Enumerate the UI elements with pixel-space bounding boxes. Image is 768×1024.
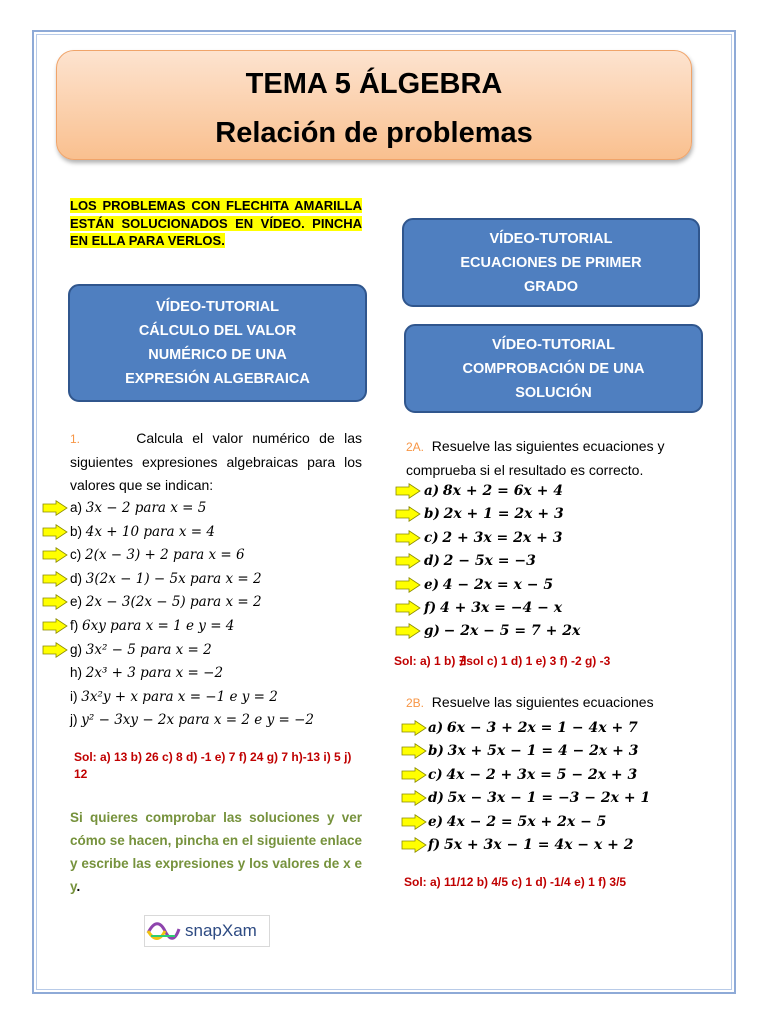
snapxam-wave-icon bbox=[145, 919, 181, 943]
yellow-arrow-icon[interactable] bbox=[401, 790, 427, 806]
exercise-item bbox=[424, 597, 562, 619]
item-expression: 2(x − 3) + 2 para x = 6 bbox=[85, 547, 245, 564]
yellow-arrow-icon[interactable] bbox=[42, 642, 68, 658]
item-expression: 4 + 3x = −4 − x bbox=[439, 600, 563, 616]
exercise-item bbox=[70, 521, 215, 543]
exercise-item bbox=[428, 764, 637, 786]
yellow-arrow-icon[interactable] bbox=[42, 571, 68, 587]
yellow-arrow-icon[interactable] bbox=[395, 530, 421, 546]
check-solutions-text bbox=[70, 806, 362, 898]
video-notice bbox=[70, 197, 362, 250]
yellow-arrow-icon[interactable] bbox=[42, 547, 68, 563]
item-expression: 6x − 3 + 2x = 1 − 4x + 7 bbox=[446, 720, 638, 736]
exercise-item bbox=[70, 662, 223, 684]
exercise-item bbox=[428, 740, 638, 762]
item-expression: 3(2x − 1) − 5x para x = 2 bbox=[85, 570, 262, 587]
yellow-arrow-icon[interactable] bbox=[42, 594, 68, 610]
item-label: g) bbox=[70, 641, 83, 657]
yellow-arrow-icon[interactable] bbox=[401, 720, 427, 736]
item-label: e) bbox=[70, 594, 83, 610]
item-label: f) bbox=[424, 600, 437, 616]
item-label: b) bbox=[428, 743, 444, 760]
item-label: b) bbox=[424, 506, 440, 523]
yellow-arrow-icon[interactable] bbox=[401, 767, 427, 783]
button-line: GRADO bbox=[524, 278, 578, 295]
button-line: VÍDEO-TUTORIAL bbox=[489, 230, 613, 247]
exercise-item bbox=[424, 527, 562, 549]
exercise-item bbox=[424, 574, 553, 596]
item-expression: 4x + 10 para x = 4 bbox=[85, 523, 215, 540]
button-line: VÍDEO-TUTORIAL bbox=[492, 336, 615, 353]
problem-2b-text: Resuelve las siguientes ecuaciones bbox=[431, 694, 654, 710]
problem-1-solution: Sol: a) 13 b) 26 c) 8 d) -1 e) 7 f) 24 g) 7 h)-13 i) 5 j) 12 bbox=[74, 750, 352, 781]
item-expression: 3x² − 5 para x = 2 bbox=[85, 641, 212, 658]
item-label: e) bbox=[424, 576, 439, 593]
exercise-item bbox=[70, 709, 314, 731]
item-expression: − 2x − 5 = 7 + 2x bbox=[443, 623, 581, 640]
item-expression: 4 − 2x = x − 5 bbox=[442, 576, 554, 593]
item-label: b) bbox=[70, 523, 83, 539]
button-line: CÁLCULO DEL VALOR bbox=[138, 323, 297, 339]
exercise-item bbox=[424, 480, 563, 502]
item-expression: 3x + 5x − 1 = 4 − 2x + 3 bbox=[447, 743, 639, 760]
page-subtitle: Relación de problemas bbox=[215, 117, 533, 149]
item-label: j) bbox=[70, 712, 78, 728]
item-label: c) bbox=[428, 766, 443, 783]
exercise-item bbox=[70, 591, 262, 613]
exercise-item bbox=[70, 544, 245, 566]
problem-2a-number: 2A. bbox=[406, 440, 425, 454]
snapxam-logo-text: snapXam bbox=[185, 921, 257, 940]
button-line: SOLUCIÓN bbox=[515, 384, 592, 401]
exercise-item bbox=[428, 717, 638, 739]
item-expression: 2 − 5x = −3 bbox=[443, 553, 536, 570]
yellow-arrow-icon[interactable] bbox=[401, 837, 427, 853]
exercise-item bbox=[70, 615, 234, 637]
item-label: f) bbox=[70, 618, 79, 633]
item-expression: 2 + 3x = 2x + 3 bbox=[442, 529, 563, 546]
item-label: e) bbox=[428, 813, 443, 830]
item-expression: 2x + 1 = 2x + 3 bbox=[443, 506, 564, 523]
problem-1-number: 1. bbox=[70, 432, 81, 446]
button-line: VÍDEO-TUTORIAL bbox=[156, 299, 279, 315]
problem-2b-statement bbox=[406, 691, 706, 715]
yellow-arrow-icon[interactable] bbox=[395, 623, 421, 639]
problem-2b-number: 2B. bbox=[406, 696, 425, 710]
snapxam-logo-link[interactable] bbox=[144, 915, 270, 947]
yellow-arrow-icon[interactable] bbox=[395, 483, 421, 499]
page-title: TEMA 5 ÁLGEBRA bbox=[245, 68, 503, 100]
problem-2a-statement bbox=[406, 435, 706, 482]
problem-2a-solution: Sol: a) 1 b) ∄sol c) 1 d) 1 e) 3 f) -2 g) -3 bbox=[394, 654, 611, 668]
sentence-period: . bbox=[76, 879, 81, 894]
item-expression: 8x + 2 = 6x + 4 bbox=[442, 483, 563, 499]
item-label: h) bbox=[70, 665, 83, 681]
item-expression: 6xy para x = 1 e y = 4 bbox=[82, 618, 235, 634]
item-label: a) bbox=[424, 483, 440, 499]
item-label: c) bbox=[424, 529, 439, 546]
yellow-arrow-icon[interactable] bbox=[42, 618, 68, 634]
exercise-item bbox=[70, 497, 206, 519]
problem-2b-solution: Sol: a) 11/12 b) 4/5 c) 1 d) -1/4 e) 1 f) 3/5 bbox=[404, 875, 627, 889]
item-label: a) bbox=[428, 720, 444, 736]
exercise-item bbox=[70, 568, 262, 590]
yellow-arrow-icon[interactable] bbox=[42, 524, 68, 540]
item-label: g) bbox=[424, 623, 440, 640]
item-label: d) bbox=[428, 790, 444, 807]
button-line: EXPRESIÓN ALGEBRAICA bbox=[125, 371, 310, 387]
video-tutorial-numeric-value-button[interactable] bbox=[68, 284, 367, 402]
item-expression: 3x − 2 para x = 5 bbox=[85, 500, 207, 516]
item-label: i) bbox=[70, 688, 78, 704]
exercise-item bbox=[70, 639, 212, 661]
exercise-item bbox=[70, 686, 278, 708]
item-label: c) bbox=[70, 547, 82, 563]
yellow-arrow-icon[interactable] bbox=[401, 743, 427, 759]
check-solutions-sentence: Si quieres comprobar las soluciones y ver cómo se hacen, pincha en el siguiente enlace y escribe las expresiones y los valores de x e y bbox=[70, 810, 362, 894]
exercise-item bbox=[428, 811, 606, 833]
yellow-arrow-icon[interactable] bbox=[395, 506, 421, 522]
item-expression: 2x − 3(2x − 5) para x = 2 bbox=[85, 594, 262, 611]
title-banner bbox=[56, 50, 692, 160]
item-label: a) bbox=[70, 500, 83, 515]
exercise-item bbox=[424, 550, 536, 572]
item-expression: 3x²y + x para x = −1 e y = 2 bbox=[81, 688, 278, 705]
item-expression: 5x − 3x − 1 = −3 − 2x + 1 bbox=[447, 790, 651, 807]
problem-1-text: Calcula el valor numérico de las siguientes expresiones algebraicas para los valores que se indican: bbox=[70, 430, 362, 493]
problem-2a-text: Resuelve las siguientes ecuaciones y comprueba si el resultado es correcto. bbox=[406, 438, 665, 478]
item-label: d) bbox=[424, 553, 440, 570]
exercise-item bbox=[428, 834, 633, 856]
button-line: NUMÉRICO DE UNA bbox=[148, 347, 287, 363]
yellow-arrow-icon[interactable] bbox=[395, 600, 421, 616]
yellow-arrow-icon[interactable] bbox=[395, 553, 421, 569]
item-expression: 5x + 3x − 1 = 4x − x + 2 bbox=[443, 837, 634, 853]
item-expression: 4x − 2 + 3x = 5 − 2x + 3 bbox=[446, 766, 638, 783]
exercise-item bbox=[428, 787, 650, 809]
item-label: d) bbox=[70, 570, 83, 586]
button-line: ECUACIONES DE PRIMER bbox=[460, 254, 642, 271]
item-expression: 4x − 2 = 5x + 2x − 5 bbox=[446, 813, 607, 830]
item-expression: 2x³ + 3 para x = −2 bbox=[85, 665, 224, 682]
button-line: COMPROBACIÓN DE UNA bbox=[462, 360, 645, 377]
exercise-item bbox=[424, 503, 564, 525]
problem-1-statement bbox=[70, 427, 362, 497]
item-expression: y² − 3xy − 2x para x = 2 e y = −2 bbox=[81, 712, 314, 729]
yellow-arrow-icon[interactable] bbox=[401, 814, 427, 830]
yellow-arrow-icon[interactable] bbox=[395, 577, 421, 593]
item-label: f) bbox=[428, 837, 441, 853]
video-notice-text: LOS PROBLEMAS CON FLECHITA AMARILLA ESTÁN SOLUCIONADOS EN VÍDEO. PINCHA EN ELLA PARA VERLOS. bbox=[70, 198, 362, 248]
exercise-item bbox=[424, 620, 580, 642]
yellow-arrow-icon[interactable] bbox=[42, 500, 68, 516]
video-tutorial-check-solution-button[interactable] bbox=[404, 324, 703, 413]
video-tutorial-linear-equations-button[interactable] bbox=[402, 218, 700, 307]
